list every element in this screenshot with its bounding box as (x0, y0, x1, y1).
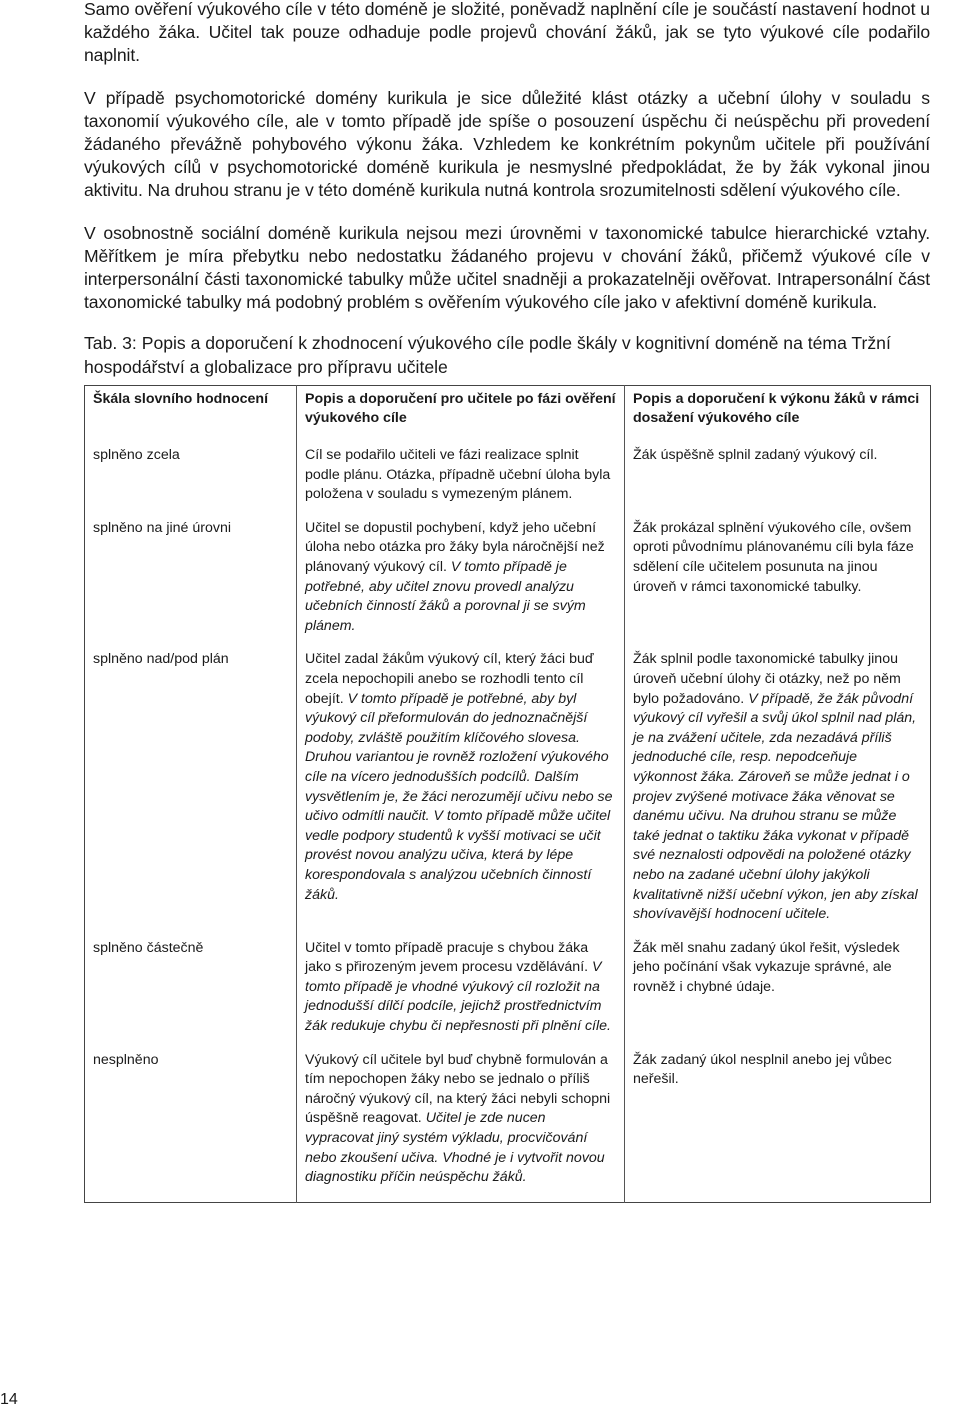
page-number: 14 (0, 1391, 18, 1408)
cell-text: Žák prokázal splnění výukového cíle, ovšem oproti původnímu plánovanému cíli byla fáze sdělení cíle učitelem posunuta na jinou úroveň v rámci taxonomické tabulky. (633, 519, 914, 595)
table-row (85, 1051, 931, 1203)
cell-scale: splněno na jiné úrovni (93, 519, 232, 536)
cell-text: Žák splnil podle taxonomické tabulky jinou úroveň učební úlohy či otázky, než po něm bylo požadováno. (633, 651, 901, 707)
cell-teacher (297, 650, 625, 938)
cell-text: Žák úspěšně splnil zadaný výukový cíl. (633, 447, 878, 464)
cell-italic-text: V tomto případě je vhodné výukový cíl rozložit na jednodušší dílčí podcíle, jejichž prostřednictvím žák redukuje chybu či nepřesnosti při plnění cíle. (305, 959, 611, 1035)
cell-student (625, 519, 931, 651)
cell-italic-text: V tomto případě je potřebné, aby učitel znovu provedl analýzu učebních činností žáků a porovnal ji se svým plánem. (305, 559, 586, 634)
cell-student (625, 1051, 931, 1203)
header-teacher: Popis a doporučení pro učitele po fázi ověření výukového cíle (297, 385, 625, 441)
page-content (84, 0, 930, 1203)
paragraph-social-domain: V osobnostně sociální doméně kurikula nejsou mezi úrovněmi v taxonomické tabulce hierarchické vztahy. Měřítkem je míra přebytku nebo nedostatku žádaného projevu v chování žáků, přičemž výukové cíle v interpersonální části taxonomické tabulky může učitel snadněji a prokazatelněji ověřovat. Intrapersonální část taxonomické tabulky má podobný problém s ověřením výukového cíle jako v afektivní doméně kurikula. (84, 222, 930, 313)
table-row (85, 939, 931, 1051)
cell-teacher (297, 441, 625, 519)
cell-scale: nesplněno (93, 1051, 159, 1068)
cell-teacher (297, 939, 625, 1051)
cell-text: Učitel v tomto případě pracuje s chybou žáka jako s přirozeným jevem procesu vzdělávání. (305, 939, 589, 976)
cell-text: Učitel zadal žákům výukový cíl, který žáci buď zcela nepochopili anebo se rozhodli tento cíl obejít. (305, 651, 594, 707)
header-scale: Škála slovního hodnocení (93, 390, 269, 407)
cell-text: Žák měl snahu zadaný úkol řešit, výsledek jeho počínání však vykazuje správné, ale rovněž i chybné údaje. (633, 939, 900, 995)
cell-student (625, 650, 931, 938)
table-caption: Tab. 3: Popis a doporučení k zhodnocení výukového cíle podle škály v kognitivní doméně na téma Tržní hospodářství a globalizace pro přípravu učitele (84, 333, 891, 377)
cell-text: Žák zadaný úkol nesplnil anebo jej vůbec neřešil. (633, 1051, 892, 1088)
cell-text: Cíl se podařilo učiteli ve fázi realizace splnit podle plánu. Otázka, případně učební úloha byla položena v souladu s vymezeným plánem. (305, 447, 611, 503)
evaluation-table (84, 385, 931, 1203)
cell-text: Výukový cíl učitele byl buď chybně formulován a tím nepochopen žáky nebo se jednalo o příliš náročný výukový cíl, na který žáci nebyli schopni úspěšně reagovat. (305, 1051, 611, 1127)
table-row (85, 441, 931, 519)
cell-scale: splněno částečně (93, 939, 204, 956)
cell-scale: splněno zcela (93, 447, 180, 464)
table-row (85, 650, 931, 938)
paragraph-psychomotor-domain: V případě psychomotorické domény kurikula je sice důležité klást otázky a učební úlohy v souladu s taxonomií výukového cíle, ale v tomto případě jde spíše o posouzení úspěchu či neúspěchu při provedení žádaného převážně pohybového výkonu žáka. Vzhledem ke konkrétním pokynům učitele při používání výukových cílů v psychomotorické doméně kurikula je nesmyslné předpokládat, že by žák vykonal jinou aktivitu. Na druhou stranu je v této doméně kurikula nutná kontrola srozumitelnosti sdělení výukového cíle. (84, 87, 930, 201)
table-row (85, 519, 931, 651)
table-header-row (85, 385, 931, 441)
cell-student (625, 939, 931, 1051)
cell-italic-text: V tomto případě je potřebné, aby byl výukový cíl přeformulován do jednoznačnější podoby, zvláště použitím klíčového slovesa. Druhou variantou je rovněž rozložení výukového cíle na vícero jednodušších podcílů. Dalším vysvětlením je, že žáci nerozumějí učivu nebo se učivo odmítli naučit. V tomto případě může učitel vedle podpory studentů k vyšší motivaci se učit provést novou analýzu učiva, která by lépe korespondovala s analýzou učebních činností žáků. (305, 690, 613, 903)
paragraph-affective-domain: Samo ověření výukového cíle v této doméně je složité, poněvadž naplnění cíle je součástí nastavení hodnot u každého žáka. Učitel tak pouze odhaduje podle projevů chování žáků, jak se tyto výukové cíle podařilo naplnit. (84, 0, 930, 66)
header-student: Popis a doporučení k výkonu žáků v rámci dosažení výukového cíle (625, 385, 931, 441)
cell-teacher (297, 1051, 625, 1203)
cell-italic-text: Učitel je zde nucen vypracovat jiný systém výkladu, procvičování nebo zkoušení učiva. Vhodné je i vytvořit novou diagnostiku příčin neúspěchu žáků. (305, 1110, 605, 1186)
cell-teacher (297, 519, 625, 651)
cell-text: Učitel se dopustil pochybení, když jeho učební úloha nebo otázka pro žáky byla náročnější než plánovaný výukový cíl. (305, 519, 605, 575)
cell-student (625, 441, 931, 519)
cell-scale: splněno nad/pod plán (93, 651, 229, 668)
cell-italic-text: V případě, že žák původní výukový cíl vyřešil a svůj úkol splnil nad plán, je na zvážení učitele, zda nezadává příliš jednoduché cíle, resp. nepodceňuje výkonnost žáka. Zároveň se může jednat i o projev zvýšené motivace žáka věnovat se danému učivu. Na druhou stranu se může také jednat o taktiku žáka vykonat v případě své neznalosti odpovědi na položené otázky nebo na zadané učební úlohy jakýkoli kvalitativně nižší učební výkon, jen aby získal shovívavější hodnocení učitele. (633, 690, 918, 923)
